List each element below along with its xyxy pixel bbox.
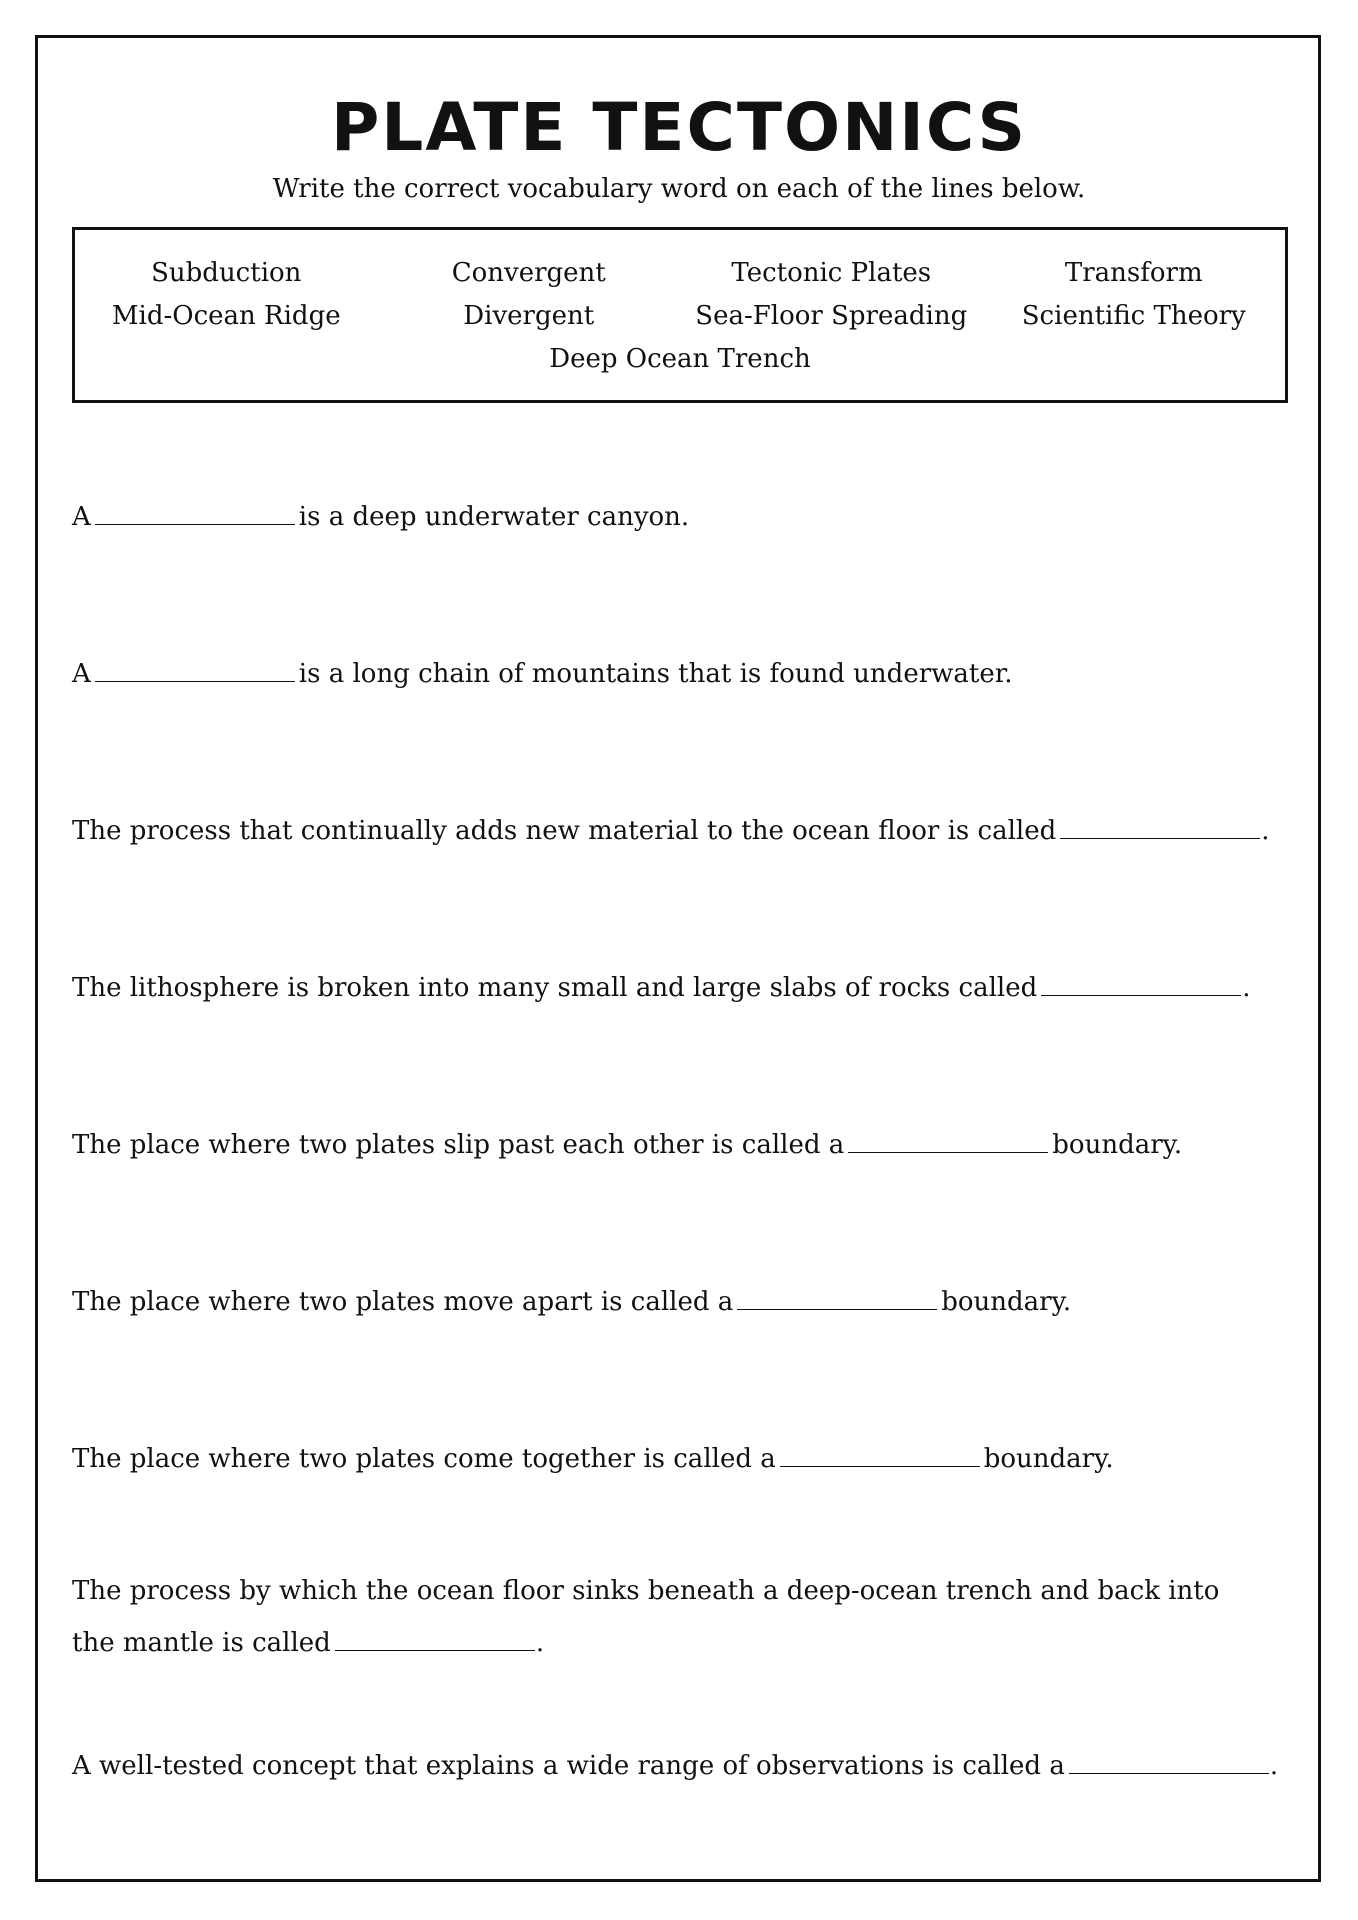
answer-blank[interactable] [95,655,295,682]
question-text: A [72,659,91,689]
answer-blank[interactable] [1041,969,1241,996]
answer-blank[interactable] [95,498,295,525]
question-8 [72,1565,1252,1669]
question-text: . [535,1628,545,1658]
question-text: . [1261,816,1270,846]
answer-blank[interactable] [848,1126,1048,1153]
answer-blank[interactable] [1069,1747,1269,1774]
question-text: The process by which the ocean floor sinks beneath a deep-ocean trench and back into the mantle is called [72,1576,1220,1658]
question-text: The place where two plates come together is called a [72,1444,776,1474]
question-text: . [1269,1751,1279,1781]
answer-blank[interactable] [1060,812,1260,839]
question-text: The lithosphere is broken into many small and large slabs of rocks called [72,973,1038,1003]
question-3 [72,805,1292,857]
question-text: is a long chain of mountains that is found underwater. [298,659,1013,689]
question-text: boundary. [941,1287,1072,1317]
word-bank-item: Sea-Floor Spreading [695,301,968,331]
question-5 [72,1119,1292,1171]
question-text: A [72,502,91,532]
word-bank-item: Deep Ocean Trench [549,344,811,374]
word-bank-item: Convergent [451,258,606,288]
question-text: boundary. [1052,1130,1183,1160]
word-bank-item: Subduction [151,258,302,288]
question-text: . [1242,973,1251,1003]
answer-blank[interactable] [780,1440,980,1467]
question-text: boundary. [983,1444,1114,1474]
question-text: A well-tested concept that explains a wide range of observations is called a [72,1751,1065,1781]
question-text: The place where two plates slip past each other is called a [72,1130,845,1160]
answer-blank[interactable] [737,1283,937,1310]
question-text: is a deep underwater canyon. [298,502,690,532]
word-bank-item: Scientific Theory [1021,301,1246,331]
word-bank-item: Mid-Ocean Ridge [111,301,341,331]
word-bank-item: Transform [1064,258,1203,288]
question-text: The place where two plates move apart is called a [72,1287,734,1317]
question-1 [72,491,1292,543]
answer-blank[interactable] [335,1624,535,1651]
instructions: Write the correct vocabulary word on each of the lines below. [272,174,1086,204]
word-bank-item: Divergent [463,301,595,331]
page-title: PLATE TECTONICS [330,89,1028,166]
word-bank [72,227,1288,403]
word-bank-grid [75,256,1285,333]
word-bank-item: Tectonic Plates [731,258,932,288]
question-9 [72,1740,1292,1792]
question-2 [72,648,1292,700]
question-7 [72,1433,1292,1485]
question-6 [72,1276,1292,1328]
question-text: The process that continually adds new material to the ocean floor is called [72,816,1057,846]
question-4 [72,962,1292,1014]
